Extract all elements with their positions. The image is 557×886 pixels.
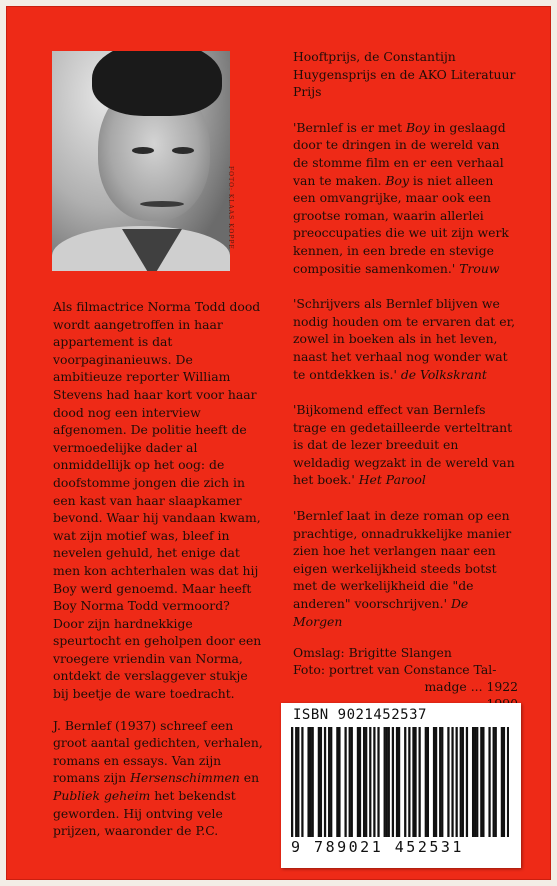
credit-cover-design: Omslag: Brigitte Slangen: [293, 645, 452, 660]
barcode-bar: [435, 727, 437, 837]
quote-1-text-b: in geslaagd door te dringen in de wereld van de stomme film en er een verhaal van te maken.: [293, 119, 506, 188]
barcode-bar: [328, 727, 330, 837]
barcode-bar: [369, 727, 371, 837]
barcode-bar: [295, 727, 297, 837]
barcode-bar: [324, 727, 326, 837]
barcode-bar: [495, 727, 497, 837]
barcode-bar: [377, 727, 379, 837]
barcode-bar: [398, 727, 400, 837]
bio-book-title-2: Publiek geheim: [53, 788, 151, 804]
quote-4-source: De Morgen: [293, 596, 469, 629]
bio-text-2: en: [239, 770, 260, 786]
barcode-bar: [441, 727, 443, 837]
barcode-bar: [392, 727, 394, 837]
barcode-bar: [318, 727, 320, 837]
isbn-label: ISBN 9021452537: [293, 707, 427, 723]
credit-cover-photo: Foto: portret van Constance Tal-: [293, 662, 497, 677]
barcode-bar: [427, 727, 429, 837]
cover-credits: [293, 644, 518, 712]
barcode-bar: [297, 727, 299, 837]
review-quote-2: [293, 295, 518, 383]
quote-4-text: 'Bernlef laat in deze roman op een prachtige, onnadrukkelijke manier zien hoe het verlangen naar een eigen werkelijkheid steeds botst met de werkelijkheid die "de anderen" voorschrijven.': [293, 508, 512, 612]
barcode-bar: [466, 727, 468, 837]
barcode-bar: [480, 727, 482, 837]
author-photo: [52, 51, 230, 271]
barcode-bar: [349, 727, 351, 837]
barcode-bar: [310, 727, 312, 837]
barcode-bar: [351, 727, 353, 837]
barcode-bar: [307, 727, 309, 837]
bio-continuation: Hooftprijs, de Constantijn Huygensprijs en de AKO Literatuur Prijs: [293, 49, 516, 100]
photo-eye-right: [172, 147, 194, 154]
barcode-bar: [482, 727, 484, 837]
barcode-bar: [363, 727, 365, 837]
barcode-bar: [408, 727, 410, 837]
barcode-bar: [330, 727, 332, 837]
barcode-bar: [312, 727, 314, 837]
bio-text-1: J. Bernlef (1937) schreef een groot aantal gedichten, verhalen, romans en essays. Van zijn romans zijn: [53, 717, 263, 786]
review-quote-4: [293, 507, 518, 630]
barcode-bar: [386, 727, 388, 837]
barcode-bar: [493, 727, 495, 837]
barcode-digits: 9 789021 452531: [291, 838, 464, 856]
barcode-bar: [388, 727, 390, 837]
review-quote-1: [293, 119, 518, 277]
quote-1-text-a: 'Bernlef is er met: [293, 119, 407, 135]
barcode-bar: [373, 727, 375, 837]
barcode-bar: [447, 727, 449, 837]
left-column: [53, 298, 263, 854]
quote-3-text: 'Bijkomend effect van Bernlefs trage en gedetailleerde verteltrant is dat de lezer breeduit en weldadig wegzakt in de wereld van het boek.': [293, 402, 515, 488]
credit-cover-photo-2: madge ... 1922: [424, 679, 518, 694]
barcode-bar: [301, 727, 303, 837]
barcode-bars: [291, 727, 509, 837]
barcode-bar: [384, 727, 386, 837]
barcode-sticker: [281, 703, 521, 868]
quote-1-title-2: Boy: [385, 172, 409, 188]
quote-1-title-1: Boy: [406, 119, 430, 135]
barcode-bar: [472, 727, 474, 837]
barcode-bar: [433, 727, 435, 837]
barcode-bar: [462, 727, 464, 837]
photo-hair: [92, 51, 222, 116]
synopsis-paragraph: Als filmactrice Norma Todd dood wordt aangetroffen in haar appartement is dat voorpaginanieuws. De ambitieuze reporter William Stevens had haar kort voor haar dood nog een interview afgenomen. De politie heeft de vermoedelijke dader al onmiddellijk op het oog: de doofstomme jongen die zich in een kast van haar slaapkamer bevond. Waar hij vandaan kwam, wat zijn motief was, bleef in nevelen gehuld, het enige dat men kon achterhalen was dat hij Boy werd genoemd. Maar heeft Boy Norma Todd vermoord? Door zijn hardnekkige speurtocht en geholpen door een vroegere vriendin van Norma, ontdekt de verslaggever stukje bij beetje de ware toedracht.: [53, 299, 262, 702]
barcode-bar: [503, 727, 505, 837]
barcode-bar: [476, 727, 478, 837]
barcode-bar: [474, 727, 476, 837]
barcode-bar: [336, 727, 338, 837]
quote-1-text-c: is niet alleen een omvangrijke, maar ook een grootse roman, waarin allerlei preoccupaties die we uit zijn werk kennen, in een brede en stevige compositie samenkomen.': [293, 172, 509, 276]
barcode-bar: [425, 727, 427, 837]
photo-mouth: [140, 201, 184, 207]
book-back-cover: [6, 6, 551, 880]
barcode-bar: [488, 727, 490, 837]
barcode-bar: [404, 727, 406, 837]
barcode-bar: [456, 727, 458, 837]
quote-2-source: de Volkskrant: [400, 366, 487, 382]
review-quote-3: [293, 401, 518, 489]
barcode-bar: [414, 727, 416, 837]
barcode-bar: [501, 727, 503, 837]
quote-1-source: Trouw: [459, 260, 500, 276]
barcode-bar: [451, 727, 453, 837]
barcode-bar: [439, 727, 441, 837]
barcode-bar: [365, 727, 367, 837]
right-column: [293, 48, 518, 648]
barcode-bar: [320, 727, 322, 837]
barcode-bar: [338, 727, 340, 837]
author-bio-paragraph: [53, 717, 263, 840]
barcode-bar: [344, 727, 346, 837]
barcode-bar: [291, 727, 293, 837]
barcode-bar: [357, 727, 359, 837]
barcode-bar: [412, 727, 414, 837]
quote-3-source: Het Parool: [358, 472, 426, 488]
barcode-bar: [507, 727, 509, 837]
barcode-bar: [396, 727, 398, 837]
quote-2-text: 'Schrijvers als Bernlef blijven we nodig houden om te ervaren dat er, zowel in boeken als in het leven, naast het verhaal nog wonder wat te ontdekken is.': [293, 296, 516, 382]
barcode-bar: [359, 727, 361, 837]
photo-eye-left: [132, 147, 154, 154]
barcode-bar: [460, 727, 462, 837]
photo-credit: FOTO: KLAAS KOPPE: [227, 166, 234, 250]
bio-book-title-1: Hersenschimmen: [130, 770, 240, 786]
bio-text-3: het bekendst geworden. Hij ontving vele prijzen, waaronder de P.C.: [53, 788, 236, 839]
barcode-bar: [419, 727, 421, 837]
